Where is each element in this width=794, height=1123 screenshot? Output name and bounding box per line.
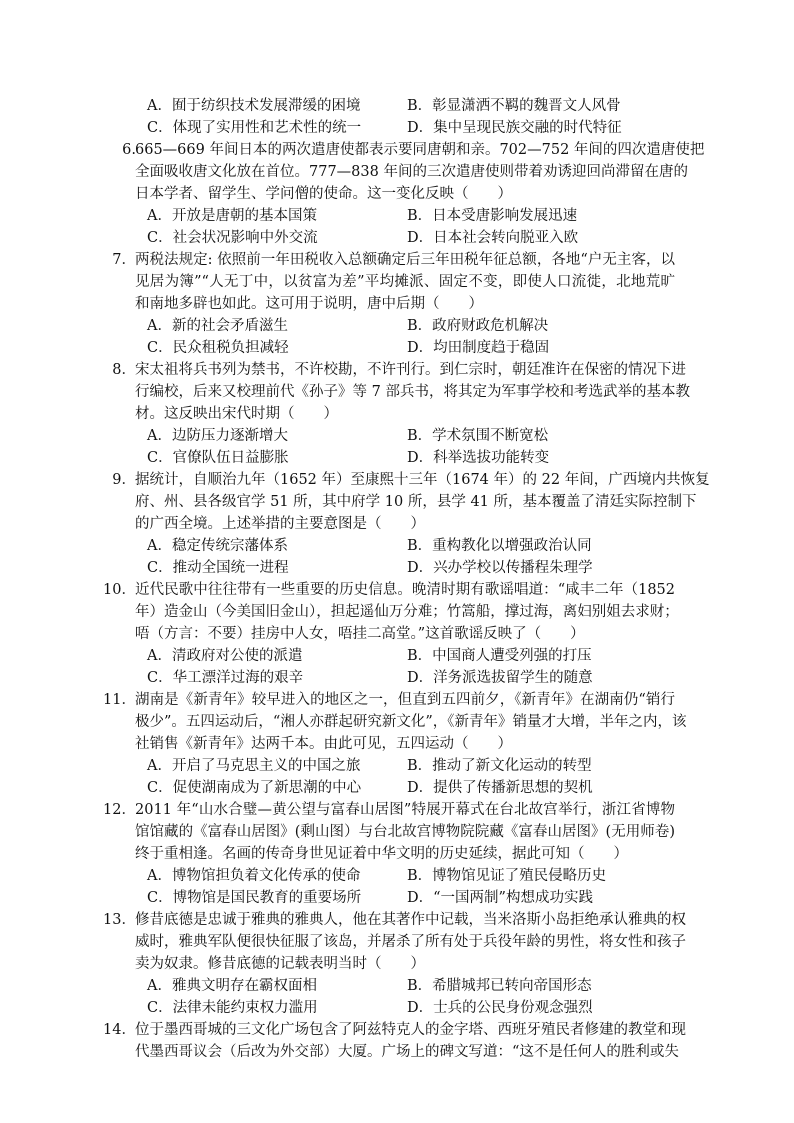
q10-option-c: C．华工漂洋过海的艰辛 — [147, 670, 304, 686]
q8-number: 8． — [112, 362, 136, 378]
q8-stem-line-1: 宋太祖将兵书列为禁书，不许校勘，不许刊行。到仁宗时，朝廷准许在保密的情况下进 — [135, 362, 686, 378]
q6-option-b: B．日本受唐影响发展迅速 — [407, 208, 578, 224]
q11-stem-line-2: 极少”。五四运动后，“湘人亦群起研究新文化”，《新青年》销量才大增，半年之内，该 — [135, 714, 687, 730]
q9-stem-line-1: 据统计，自顺治九年（1652 年）至康熙十三年（1674 年）的 22 年间，广西境内共恢复 — [135, 472, 710, 488]
q6-option-a: A．开放是唐朝的基本国策 — [147, 208, 317, 224]
q13-number: 13． — [103, 912, 136, 928]
q13-option-c: C．法律未能约束权力滥用 — [147, 1000, 318, 1016]
q10-stem-line-1: 近代民歌中往往带有一些重要的历史信息。晚清时期有歌谣唱道：“咸丰二年（1852 — [135, 582, 675, 598]
q7-stem-line-2: 见居为簿”“人无丁中，以贫富为差”平均摊派、固定不变，即使人口流徙，北地荒旷 — [135, 274, 675, 290]
q7-option-b: B．政府财政危机解决 — [407, 318, 549, 334]
q9-option-a: A．稳定传统宗藩体系 — [147, 538, 288, 554]
q7-stem-line-3: 和南地多辟也如此。这可用于说明，唐中后期（ ） — [135, 296, 483, 312]
q13-option-a: A．雅典文明存在霸权面相 — [147, 978, 317, 994]
q6-stem-line-3: 日本学者、留学生、学问僧的使命。这一变化反映（ ） — [135, 186, 512, 202]
q7-stem-line-1: 两税法规定: 依照前一年田税收入总额确定后三年田税年征总额，各地“户无主客，以 — [135, 252, 675, 268]
q14-stem-line-1: 位于墨西哥城的三文化广场包含了阿兹特克人的金字塔、西班牙殖民者修建的教堂和现 — [135, 1022, 686, 1038]
q14-stem-line-2: 代墨西哥议会（后改为外交部）大厦。广场上的碑文写道：“这不是任何人的胜利或失 — [135, 1044, 679, 1060]
q13-option-d: D．士兵的公民身份观念强烈 — [407, 1000, 593, 1016]
q11-option-d: D．提供了传播新思想的契机 — [407, 780, 593, 796]
q13-stem-line-2: 威时，雅典军队便很快征服了该岛，并屠杀了所有处于兵役年龄的男性，将女性和孩子 — [135, 934, 686, 950]
q5-option-d: D．集中呈现民族交融的时代特征 — [407, 120, 622, 136]
q12-option-c: C．博物馆是国民教育的重要场所 — [147, 890, 362, 906]
q13-option-b: B．希腊城邦已转向帝国形态 — [407, 978, 592, 994]
q12-stem-line-1: 2011 年“山水合璧—黄公望与富春山居图”特展开幕式在台北故宫举行，浙江省博物 — [135, 802, 675, 818]
q6-option-c: C．社会状况影响中外交流 — [147, 230, 318, 246]
q8-option-d: D．科举选拔功能转变 — [407, 450, 550, 466]
q8-stem-line-2: 行编校，后来又校理前代《孙子》等 7 部兵书，将其定为军事学校和考选武举的基本教 — [135, 384, 690, 400]
q9-option-c: C．推动全国统一进程 — [147, 560, 289, 576]
q10-option-a: A．清政府对公使的派遣 — [147, 648, 303, 664]
q11-option-b: B．推动了新文化运动的转型 — [407, 758, 592, 774]
q7-number: 7． — [112, 252, 136, 268]
q9-stem-line-3: 的广西全境。上述举措的主要意图是（ ） — [135, 516, 425, 532]
q11-stem-line-3: 社销售《新青年》达两千本。由此可见，五四运动（ ） — [135, 736, 512, 752]
q13-stem-line-1: 修昔底德是忠诚于雅典的雅典人，他在其著作中记载，当米洛斯小岛拒绝承认雅典的权 — [135, 912, 686, 928]
q5-option-c: C．体现了实用性和艺术性的统一 — [147, 120, 362, 136]
q9-number: 9． — [112, 472, 136, 488]
q8-option-b: B．学术氛围不断宽松 — [407, 428, 549, 444]
q5-option-a: A．囿于纺织技术发展滞缓的困境 — [147, 98, 361, 114]
q12-stem-line-2: 馆馆藏的《富春山居图》(剩山图）与台北故宫博物院院藏《富春山居图》(无用师卷) — [135, 824, 675, 840]
q8-option-c: C．官僚队伍日益膨胀 — [147, 450, 289, 466]
q12-number: 12． — [103, 802, 136, 818]
q6-stem-line-1: 665—669 年间日本的两次遣唐使都表示要同唐朝和亲。702—752 年间的四次遣唐使把 — [135, 142, 705, 158]
q9-option-d: D．兴办学校以传播程朱理学 — [407, 560, 593, 576]
q6-stem-line-2: 全面吸收唐文化放在首位。777—838 年间的三次遣唐使则带着劝诱迎回尚滞留在唐的 — [135, 164, 688, 180]
q12-option-a: A．博物馆担负着文化传承的使命 — [147, 868, 361, 884]
q10-option-b: B．中国商人遭受列强的打压 — [407, 648, 592, 664]
q11-number: 11． — [103, 692, 136, 708]
q7-option-c: C．民众租税负担减轻 — [147, 340, 289, 356]
q11-option-c: C．促使湖南成为了新思潮的中心 — [147, 780, 362, 796]
q10-stem-line-2: 年）造金山（今美国旧金山），担起遥仙万分难；竹篙船，撑过海，离妇别姐去求财； — [135, 604, 679, 620]
q7-option-d: D．均田制度趋于稳固 — [407, 340, 550, 356]
q9-stem-line-2: 府、州、县各级官学 51 所，其中府学 10 所，县学 41 所，基本覆盖了清廷实际控制下 — [135, 494, 697, 510]
q9-option-b: B．重构教化以增强政治认同 — [407, 538, 592, 554]
q10-number: 10． — [103, 582, 136, 598]
q6-option-d: D．日本社会转向脱亚入欧 — [407, 230, 579, 246]
q6-number: 6. — [122, 142, 136, 158]
q12-option-b: B．博物馆见证了殖民侵略历史 — [407, 868, 607, 884]
q11-stem-line-1: 湖南是《新青年》较早进入的地区之一，但直到五四前夕，《新青年》在湖南仍“销行 — [135, 692, 675, 708]
q12-stem-line-3: 终于重相逢。名画的传奇身世见证着中华文明的历史延续，据此可知（ ） — [135, 846, 628, 862]
q5-option-b: B．彰显潇洒不羁的魏晋文人风骨 — [407, 98, 621, 114]
q10-option-d: D．洋务派选拔留学生的随意 — [407, 670, 593, 686]
q13-stem-line-3: 卖为奴隶。修昔底德的记载表明当时（ ） — [135, 956, 425, 972]
q11-option-a: A．开启了马克思主义的中国之旅 — [147, 758, 361, 774]
q8-stem-line-3: 材。这反映出宋代时期（ ） — [135, 406, 338, 422]
q8-option-a: A．边防压力逐渐增大 — [147, 428, 288, 444]
q7-option-a: A．新的社会矛盾滋生 — [147, 318, 288, 334]
q14-number: 14． — [103, 1022, 136, 1038]
q10-stem-line-3: 唔（方言：不要）挂房中人女，唔挂二高堂。”这首歌谣反映了（ ） — [135, 626, 585, 642]
q12-option-d: D．“一国两制”构想成功实践 — [407, 890, 593, 906]
